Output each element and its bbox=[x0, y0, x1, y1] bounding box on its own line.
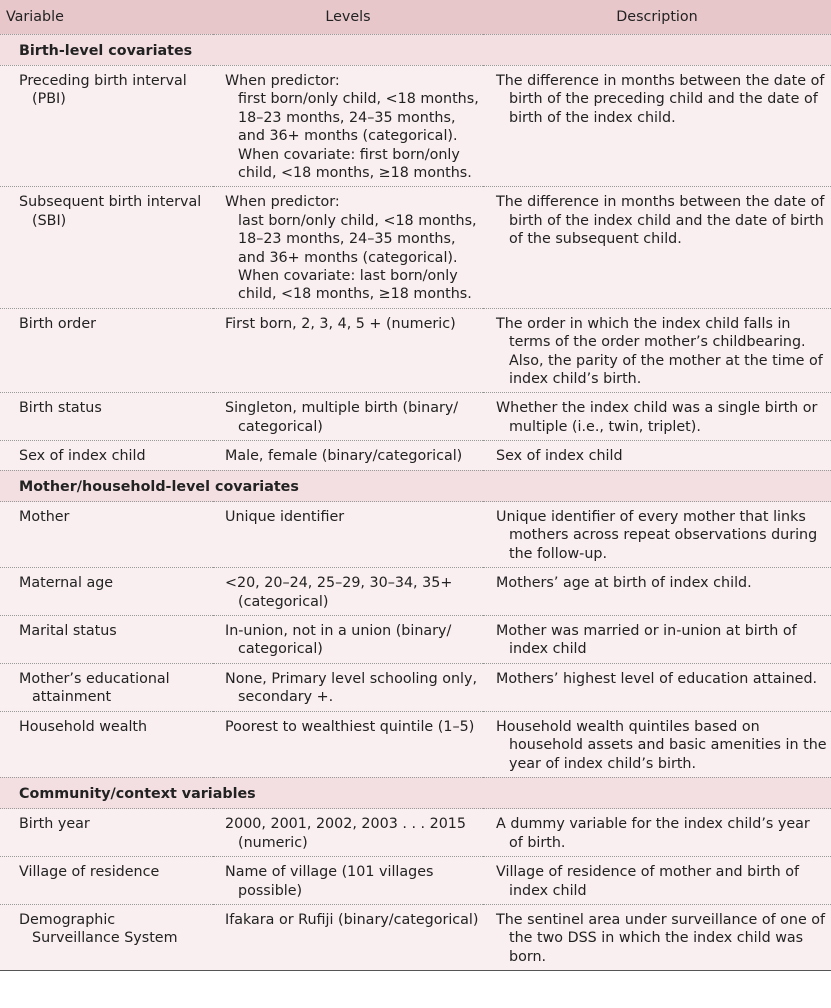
variable-name: Mother’s educational attainment bbox=[19, 670, 170, 706]
levels-text: When predictor: bbox=[225, 72, 340, 89]
description-cell bbox=[483, 441, 831, 470]
variable-name: Maternal age bbox=[19, 575, 114, 592]
table-row bbox=[0, 616, 831, 664]
levels-text: Singleton, multiple birth (binary/ categorical) bbox=[225, 400, 459, 435]
variable-cell bbox=[0, 187, 213, 308]
table-row bbox=[0, 393, 831, 441]
description-cell bbox=[483, 308, 831, 393]
table-row bbox=[0, 65, 831, 186]
description-cell bbox=[483, 857, 831, 905]
levels-cell bbox=[213, 308, 483, 393]
table-row bbox=[0, 308, 831, 393]
table-row bbox=[0, 809, 831, 857]
description-cell bbox=[483, 616, 831, 664]
variable-name: Marital status bbox=[19, 623, 117, 640]
variable-cell bbox=[0, 502, 213, 568]
variable-cell bbox=[0, 809, 213, 857]
levels-cell bbox=[213, 663, 483, 711]
variable-cell bbox=[0, 711, 213, 777]
variable-name: Birth order bbox=[19, 315, 96, 332]
variable-name: Sex of index child bbox=[19, 448, 146, 465]
description-text: Household wealth quintiles based on household assets and basic amenities in the year of index child’s birth. bbox=[496, 718, 827, 772]
description-text: Mothers’ highest level of education attained. bbox=[496, 670, 818, 687]
levels-cell bbox=[213, 711, 483, 777]
section-title: Birth-level covariates bbox=[0, 34, 831, 65]
variable-name: Demographic Surveillance System bbox=[19, 911, 178, 947]
description-cell bbox=[483, 393, 831, 441]
description-text: Sex of index child bbox=[496, 448, 623, 465]
levels-cell bbox=[213, 616, 483, 664]
header-variable: Variable bbox=[6, 8, 64, 25]
description-cell bbox=[483, 65, 831, 186]
variable-cell bbox=[0, 568, 213, 616]
table-row bbox=[0, 441, 831, 470]
description-text: The difference in months between the date of birth of the index child and the date of birth of the subsequent child. bbox=[496, 194, 825, 248]
description-text: The difference in months between the date of birth of the preceding child and the date of birth of the index child. bbox=[496, 72, 825, 126]
table-row bbox=[0, 711, 831, 777]
variable-cell bbox=[0, 904, 213, 970]
variable-cell bbox=[0, 393, 213, 441]
levels-cell bbox=[213, 502, 483, 568]
variable-cell bbox=[0, 441, 213, 470]
variable-name: Preceding birth interval (PBI) bbox=[19, 72, 187, 108]
section-title: Mother/household-level covariates bbox=[0, 470, 831, 501]
section-row bbox=[0, 777, 831, 808]
levels-text: When covariate: first born/only child, <18 months, ≥18 months. bbox=[238, 146, 472, 181]
table-row bbox=[0, 502, 831, 568]
levels-cell bbox=[213, 857, 483, 905]
levels-cell bbox=[213, 187, 483, 308]
levels-cell bbox=[213, 65, 483, 186]
table-row bbox=[0, 663, 831, 711]
levels-text: Ifakara or Rufiji (binary/categorical) bbox=[225, 911, 479, 928]
levels-cell bbox=[213, 904, 483, 970]
levels-text: first born/only child, <18 months, 18–23 months, 24–35 months, and 36+ months (categorical). bbox=[238, 91, 479, 145]
levels-text: In-union, not in a union (binary/ categorical) bbox=[225, 623, 452, 658]
variable-cell bbox=[0, 616, 213, 664]
levels-text: Name of village (101 villages possible) bbox=[225, 864, 434, 899]
variable-cell bbox=[0, 308, 213, 393]
header-levels: Levels bbox=[325, 8, 371, 25]
section-row bbox=[0, 34, 831, 65]
section-title: Community/context variables bbox=[0, 777, 831, 808]
variable-cell bbox=[0, 663, 213, 711]
table-row bbox=[0, 568, 831, 616]
table-row bbox=[0, 187, 831, 308]
levels-text: None, Primary level schooling only, secondary +. bbox=[225, 670, 477, 706]
levels-text: When covariate: last born/only child, <18 months, ≥18 months. bbox=[238, 267, 472, 303]
variable-cell bbox=[0, 65, 213, 186]
variable-name: Subsequent birth interval (SBI) bbox=[19, 194, 202, 229]
levels-cell bbox=[213, 568, 483, 616]
levels-text: When predictor: bbox=[225, 194, 340, 211]
variable-name: Birth year bbox=[19, 816, 90, 833]
levels-text: Unique identifier bbox=[225, 509, 345, 526]
variable-cell bbox=[0, 857, 213, 905]
variable-name: Village of residence bbox=[19, 864, 160, 881]
levels-text: last born/only child, <18 months, 18–23 months, 24–35 months, and 36+ months (categorical). bbox=[238, 212, 477, 266]
description-text: Mother was married or in-union at birth of index child bbox=[496, 623, 797, 658]
levels-text: Poorest to wealthiest quintile (1–5) bbox=[225, 718, 475, 735]
description-text: Unique identifier of every mother that links mothers across repeat observations during the follow-up. bbox=[496, 509, 818, 562]
variable-name: Mother bbox=[19, 509, 70, 526]
table-row bbox=[0, 904, 831, 970]
description-cell bbox=[483, 711, 831, 777]
table-row bbox=[0, 857, 831, 905]
levels-text: 2000, 2001, 2002, 2003 . . . 2015 (numeric) bbox=[225, 816, 467, 851]
levels-text: Male, female (binary/categorical) bbox=[225, 448, 463, 465]
description-cell bbox=[483, 568, 831, 616]
variable-name: Household wealth bbox=[19, 718, 148, 735]
levels-text: First born, 2, 3, 4, 5 + (numeric) bbox=[225, 315, 456, 332]
header-row bbox=[0, 0, 831, 34]
description-text: Village of residence of mother and birth of index child bbox=[496, 864, 800, 899]
levels-cell bbox=[213, 393, 483, 441]
description-cell bbox=[483, 502, 831, 568]
description-text: The sentinel area under surveillance of one of the two DSS in which the index child was born. bbox=[496, 911, 826, 965]
description-text: A dummy variable for the index child’s year of birth. bbox=[496, 816, 810, 851]
levels-cell bbox=[213, 809, 483, 857]
header-description: Description bbox=[616, 8, 698, 25]
description-text: Whether the index child was a single birth or multiple (i.e., twin, triplet). bbox=[496, 400, 818, 435]
description-cell bbox=[483, 663, 831, 711]
variable-name: Birth status bbox=[19, 400, 102, 417]
description-cell bbox=[483, 187, 831, 308]
levels-text: <20, 20–24, 25–29, 30–34, 35+ (categorical) bbox=[225, 575, 453, 610]
table-body bbox=[0, 34, 831, 971]
description-text: Mothers’ age at birth of index child. bbox=[496, 575, 752, 592]
description-cell bbox=[483, 904, 831, 970]
section-row bbox=[0, 470, 831, 501]
description-cell bbox=[483, 809, 831, 857]
description-text: The order in which the index child falls in terms of the order mother’s childbearing. Also, the parity of the mother at the time of index child’s birth. bbox=[496, 315, 823, 387]
levels-cell bbox=[213, 441, 483, 470]
